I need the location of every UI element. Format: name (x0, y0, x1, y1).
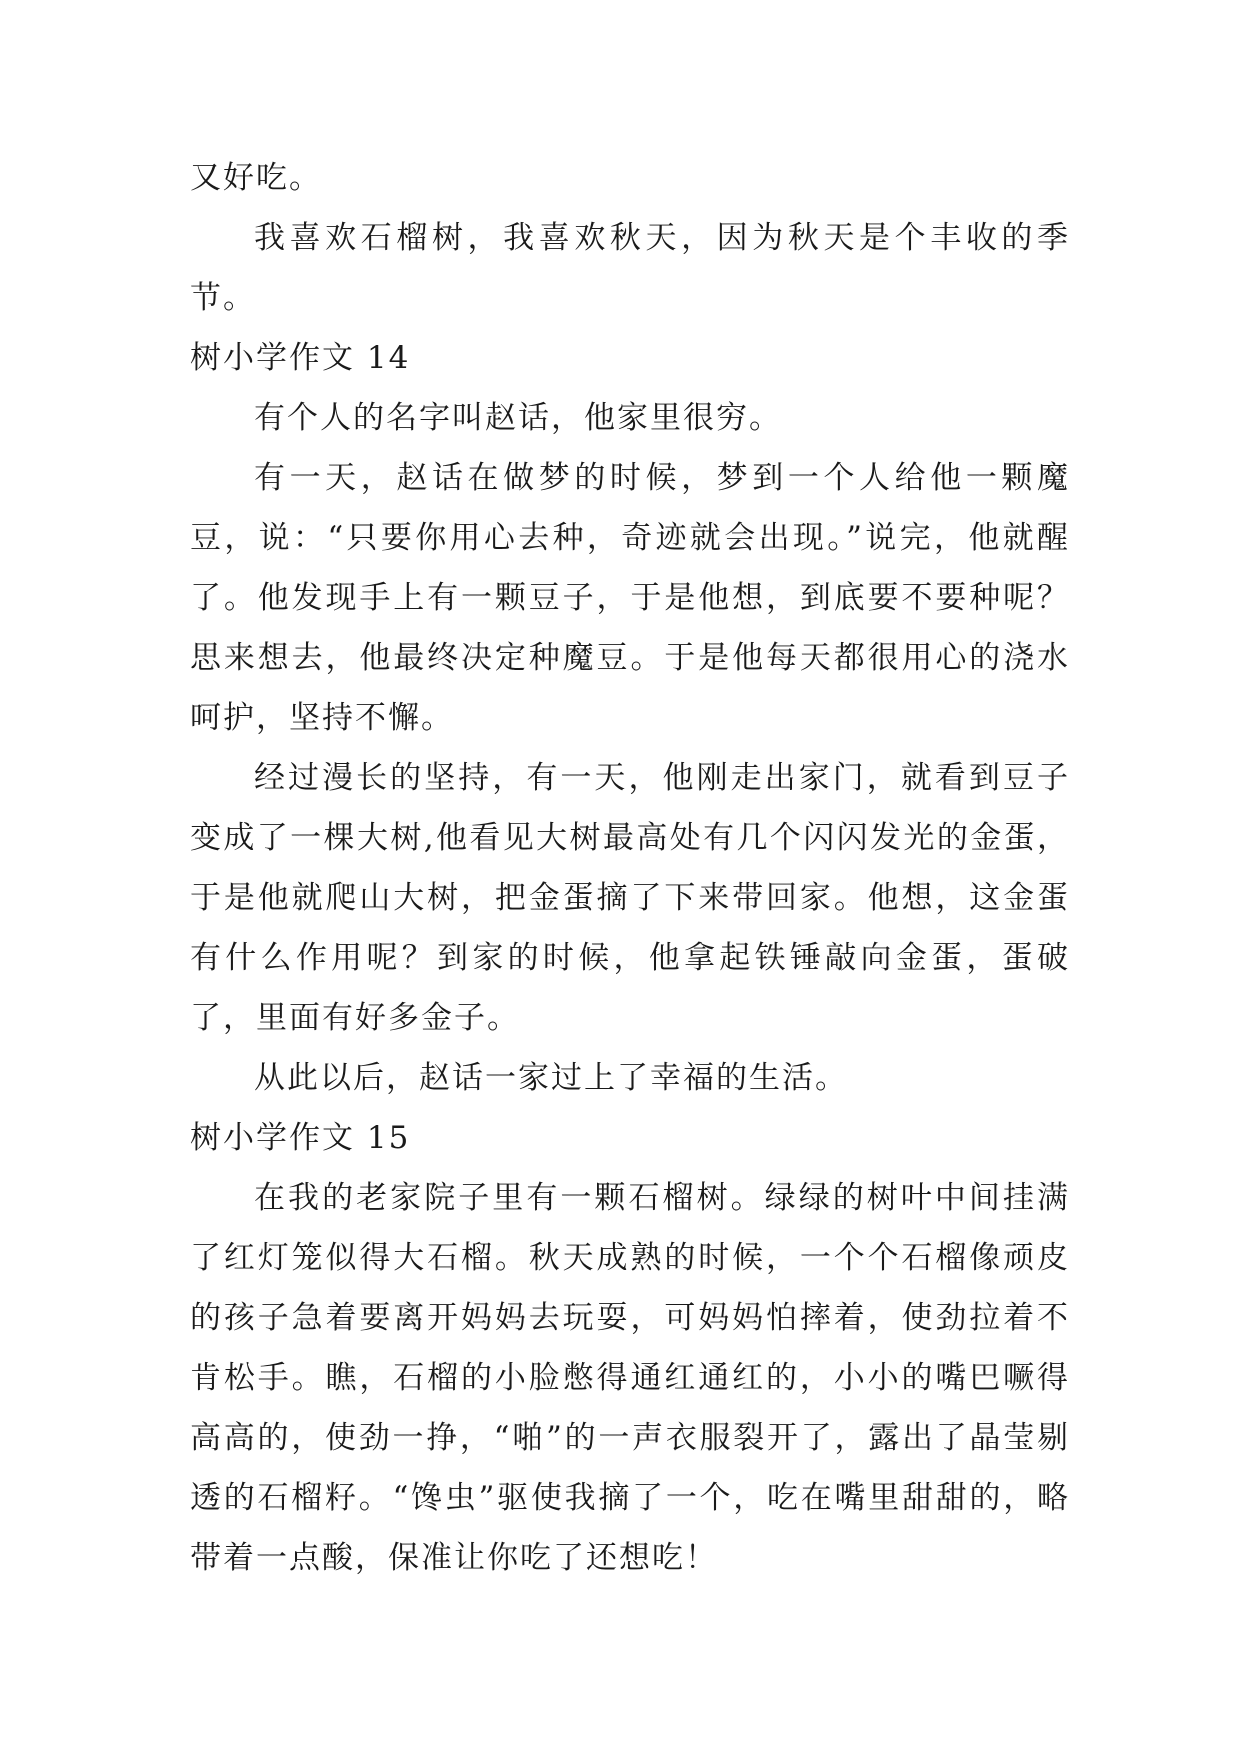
document-page (190, 148, 1070, 1588)
paragraph-magic-bean-dream: 有一天，赵话在做梦的时候，梦到一个人给他一颗魔豆，说：“只要你用心去种，奇迹就会出现。”说完，他就醒了。他发现手上有一颗豆子，于是他想，到底要不要种呢？思来想去，他最终决定种魔豆。于是他每天都很用心的浇水呵护，坚持不懈。 (190, 460, 1070, 736)
essay-heading-14: 树小学作文 14 (190, 340, 411, 376)
essay-heading-15: 树小学作文 15 (190, 1120, 411, 1156)
paragraph-happy-life: 从此以后，赵话一家过上了幸福的生活。 (254, 1060, 848, 1096)
paragraph-continuation: 又好吃。 (190, 160, 322, 196)
paragraph-zhaohua-poor: 有个人的名字叫赵话，他家里很穷。 (254, 400, 782, 436)
paragraph-golden-eggs: 经过漫长的坚持，有一天，他刚走出家门，就看到豆子变成了一棵大树,他看见大树最高处有几个闪闪发光的金蛋，于是他就爬山大树，把金蛋摘了下来带回家。他想，这金蛋有什么作用呢？到家的时候，他拿起铁锤敲向金蛋，蛋破了，里面有好多金子。 (190, 760, 1070, 1036)
paragraph-pomegranate-tree: 在我的老家院子里有一颗石榴树。绿绿的树叶中间挂满了红灯笼似得大石榴。秋天成熟的时候，一个个石榴像顽皮的孩子急着要离开妈妈去玩耍，可妈妈怕摔着，使劲拉着不肯松手。瞧，石榴的小脸憋得通红通红的，小小的嘴巴噘得高高的，使劲一挣，“啪”的一声衣服裂开了，露出了晶莹剔透的石榴籽。“馋虫”驱使我摘了一个，吃在嘴里甜甜的，略带着一点酸，保准让你吃了还想吃！ (190, 1180, 1070, 1576)
paragraph-love-pomegranate-autumn: 我喜欢石榴树，我喜欢秋天，因为秋天是个丰收的季节。 (190, 220, 1070, 316)
